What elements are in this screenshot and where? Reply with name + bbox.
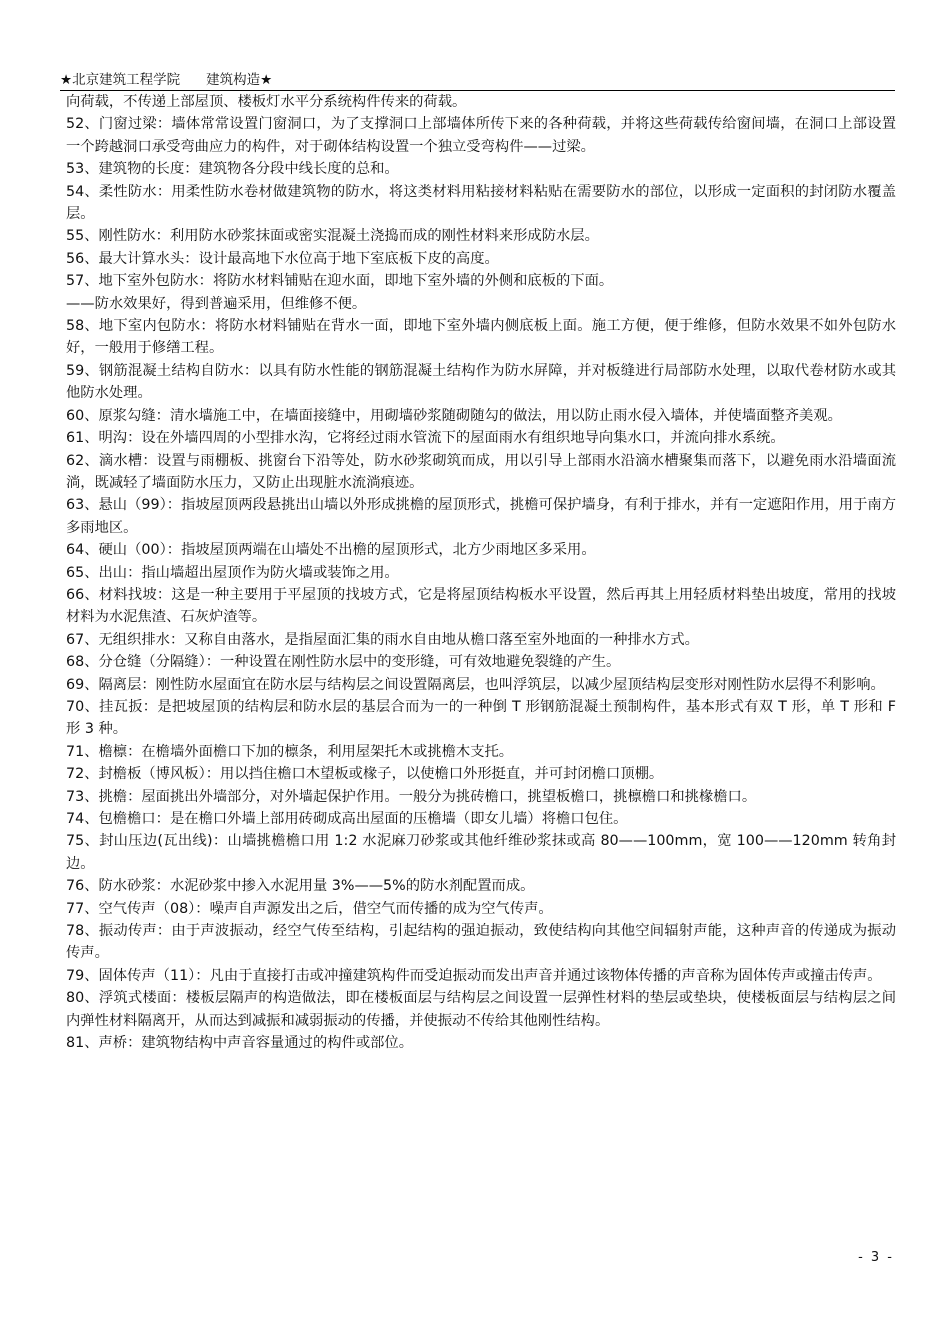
paragraph-70: 70、挂瓦扳：是把坡屋顶的结构层和防水层的基层合而为一的一种倒 T 形钢筋混凝土预制构件，基本形式有双 T 形，单 T 形和 F 形 3 种。 [66, 698, 896, 738]
paragraph-52: 52、门窗过梁：墙体常常设置门窗洞口，为了支撑洞口上部墙体所传下来的各种荷载，并将这些荷载传给窗间墙，在洞口上部设置一个跨越洞口承受弯曲应力的构件，对于砌体结构设置一个独立受弯构件——过梁。 [66, 116, 896, 155]
paragraph-54: 54、柔性防水：用柔性防水卷材做建筑物的防水，将这类材料用粘接材料粘贴在需要防水的部位，以形成一定面积的封闭防水覆盖层。 [66, 183, 896, 223]
paragraph-71: 71、檐檩：在檐墙外面檐口下加的檩条，利用屋架托木或挑檐木支托。 [66, 743, 514, 760]
paragraph-53: 53、建筑物的长度：建筑物各分段中线长度的总和。 [66, 161, 399, 178]
paragraph-79: 79、固体传声（11）：凡由于直接打击或冲撞建筑构件而受迫振动而发出声音并通过该物体传播的声音称为固体传声或撞击传声。 [66, 967, 882, 984]
paragraph-78: 78、振动传声：由于声波振动，经空气传至结构，引起结构的强迫振动，致使结构向其他空间辐射声能，这种声音的传递成为振动传声。 [66, 923, 896, 962]
paragraph-73: 73、挑檐：屋面挑出外墙部分，对外墙起保护作用。一般分为挑砖檐口，挑望板檐口，挑檩檐口和挑椽檐口。 [66, 788, 757, 805]
paragraph-continuation: 向荷载，不传递上部屋顶、楼板灯水平分系统构件传来的荷载。 [66, 94, 467, 110]
paragraph-80: 80、浮筑式楼面：楼板层隔声的构造做法，即在楼板面层与结构层之间设置一层弹性材料的垫层或垫块，使楼板面层与结构层之间内弹性材料隔离开，从而达到减振和减弱振动的传播，并使振动不传给其他刚性结构。 [66, 990, 896, 1029]
paragraph-67: 67、无组织排水：又称自由落水，是指屋面汇集的雨水自由地从檐口落至室外地面的一种排水方式。 [66, 631, 699, 648]
paragraph-62: 62、滴水槽：设置与雨棚板、挑窗台下沿等处，防水砂浆砌筑而成，用以引导上部雨水沿滴水槽聚集而落下，以避免雨水沿墙面流淌，既减轻了墙面防水压力，又防止出现脏水流淌痕迹。 [66, 452, 896, 491]
header-school: ★北京建筑工程学院 [60, 72, 181, 88]
paragraph-61: 61、明沟：设在外墙四周的小型排水沟，它将经过雨水管流下的屋面雨水有组织地导向集水口，并流向排水系统。 [66, 430, 785, 447]
paragraph-56: 56、最大计算水头：设计最高地下水位高于地下室底板下皮的高度。 [66, 250, 499, 267]
paragraph-55: 55、刚性防水：利用防水砂浆抹面或密实混凝土浇捣而成的刚性材料来形成防水层。 [66, 228, 599, 245]
paragraph-69: 69、隔离层：刚性防水屋面宜在防水层与结构层之间设置隔离层，也叫浮筑层，以减少屋顶结构层变形对刚性防水层得不利影响。 [66, 676, 885, 693]
paragraph-63: 63、悬山（99）：指坡屋顶两段悬挑出山墙以外形成挑檐的屋顶形式，挑檐可保护墙身，有利于排水，并有一定遮阳作用，用于南方多雨地区。 [66, 497, 896, 536]
paragraph-74: 74、包檐檐口：是在檐口外墙上部用砖砌成高出屋面的压檐墙（即女儿墙）将檐口包住。 [66, 811, 628, 827]
paragraph-68: 68、分仓缝（分隔缝）：一种设置在刚性防水层中的变形缝，可有效地避免裂缝的产生。 [66, 654, 621, 671]
paragraph-72: 72、封檐板（博风板）：用以挡住檐口木望板或椽子，以使檐口外形挺直，并可封闭檐口顶棚。 [66, 766, 664, 783]
page-number: - 3 - [858, 1250, 894, 1265]
paragraph-64: 64、硬山（00）：指坡屋顶两端在山墙处不出檐的屋顶形式，北方少雨地区多采用。 [66, 542, 596, 559]
paragraph-75: 75、封山压边(瓦出线)：山墙挑檐檐口用 1:2 水泥麻刀砂浆或其他纤维砂浆抹或高 80——100mm，宽 100——120mm 转角封边。 [66, 833, 896, 872]
paragraph-58: 58、地下室内包防水：将防水材料铺贴在背水一面，即地下室外墙内侧底板上面。施工方便，便于维修，但防水效果不如外包防水好，一般用于修缮工程。 [66, 318, 896, 357]
page-header [60, 71, 895, 91]
paragraph-66: 66、材料找坡：这是一种主要用于平屋顶的找坡方式，它是将屋顶结构板水平设置，然后再其上用轻质材料垫出坡度，常用的找坡材料为水泥焦渣、石灰炉渣等。 [66, 586, 896, 626]
paragraph-57: 57、地下室外包防水：将防水材料铺贴在迎水面，即地下室外墙的外侧和底板的下面。 [66, 273, 614, 290]
paragraph-59: 59、钢筋混凝土结构自防水：以具有防水性能的钢筋混凝土结构作为防水屏障，并对板缝进行局部防水处理，以取代卷材防水或其他防水处理。 [66, 362, 896, 402]
paragraph-60: 60、原浆勾缝：清水墙施工中，在墙面接缝中，用砌墙砂浆随砌随勾的做法，用以防止雨水侵入墙体，并使墙面整齐美观。 [66, 407, 842, 424]
paragraph-57-note: ——防水效果好，得到普遍采用，但维修不便。 [66, 295, 367, 312]
paragraph-76: 76、防水砂浆：水泥砂浆中掺入水泥用量 3%——5%的防水剂配置而成。 [66, 878, 535, 895]
header-course: 建筑构造★ [206, 72, 273, 88]
paragraph-77: 77、空气传声（08）：噪声自声源发出之后，借空气而传播的成为空气传声。 [66, 900, 553, 917]
paragraph-65: 65、出山：指山墙超出屋顶作为防火墙或装饰之用。 [66, 564, 399, 581]
paragraph-81: 81、声桥：建筑物结构中声音容量通过的构件或部位。 [66, 1035, 414, 1052]
document-body [66, 91, 896, 1054]
